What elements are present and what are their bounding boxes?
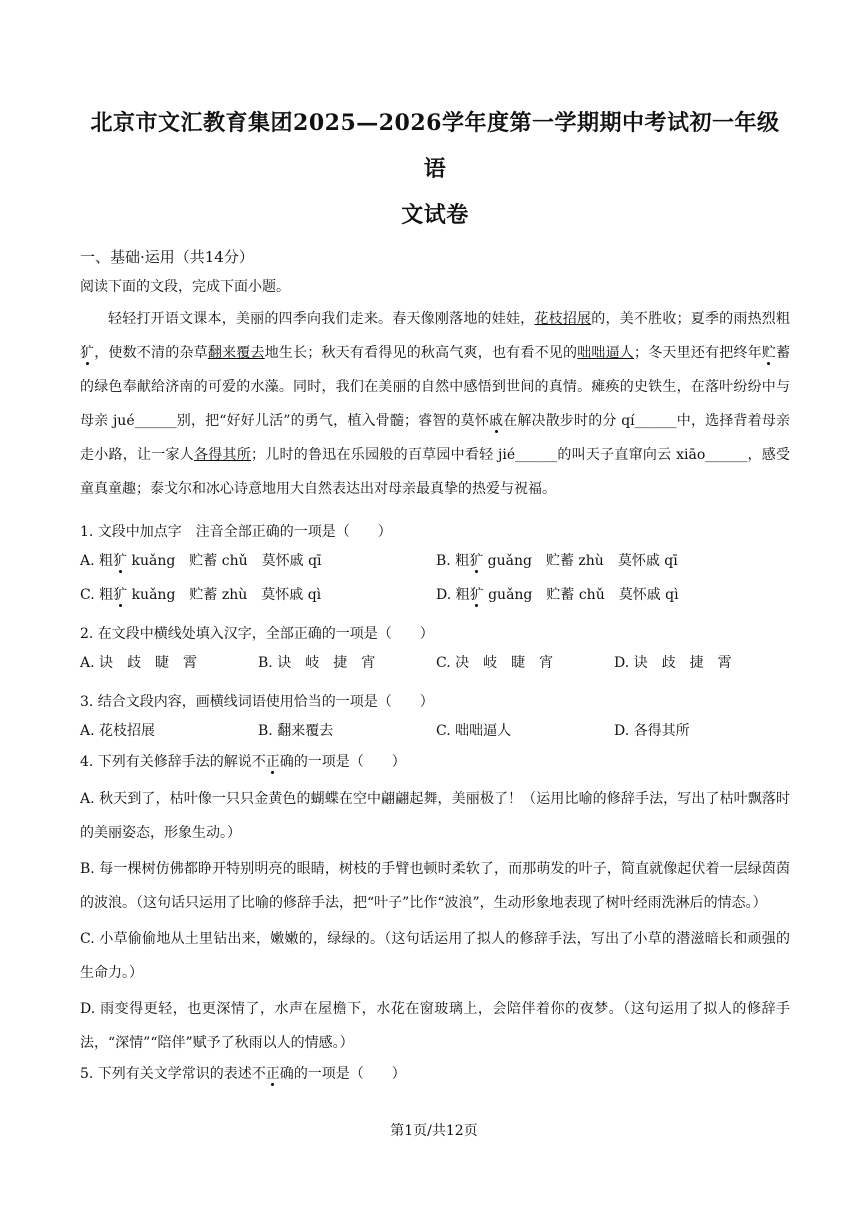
passage-text: ，使数不清的杂草 [94,345,208,361]
reading-instruction: 阅读下面的文段，完成下面小题。 [80,279,290,295]
question-2-option-c[interactable]: C. 决 岐 睫 宵 [436,655,554,671]
passage-text: 轻轻打开语文课本，美丽的四季向我们走来。春天像刚落地的娃娃， [108,311,535,327]
question-4-stem: 4. 下列有关修辞手法的解说不正确的一项是（ ） [80,754,406,770]
question-1-option-b[interactable]: B. 粗犷 guǎng 贮蓄 zhù 莫怀戚 qī [436,553,678,569]
question-3-stem: 3. 结合文段内容，画横线词语使用恰当的一项是（ ） [80,694,434,710]
dotted-char-2: 贮 [761,345,777,361]
question-1-stem: 1. 文段中加点字 注音全部正确的一项是（ ） [80,524,392,540]
passage-text: 蓄的绿色奉献给济南的可爱的水藻。同时，我们在美丽的自然中感悟到世间的真情。瘫痪的史铁生，在落叶纷纷中与母亲 jué______别，把“好好儿活”的勇气，植入骨髓；睿智的莫怀 [80,345,791,429]
question-3-option-b[interactable]: B. 翻来覆去 [258,723,334,739]
dotted-char: 犷 [113,587,128,603]
question-4-option-b[interactable]: B. 每一棵树仿佛都睁开特别明亮的眼睛，树枝的手臂也顿时柔软了，而那萌发的叶子，简直就像起伏着一层绿茵茵的波浪。（这句话只运用了比喻的修辞手法，把“叶子”比作“波浪”，生动形象地表现了树叶经雨洗淋后的情态。） [80,861,790,911]
question-1-option-a[interactable]: A. 粗犷 kuǎng 贮蓄 chǔ 莫怀戚 qī [80,553,322,569]
passage-text: 在解决散步时的分 qí______中，选择背着母亲走小路，让一家人 [80,413,791,463]
question-3-option-a[interactable]: A. 花枝招展 [80,723,156,739]
passage-text: ；儿时的鲁迅在乐园般的百草园中看轻 jié______的叫天子直窜向云 xiāo______，感受童真童趣；泰戈尔和冰心诗意地用大自然表达出对母亲最真挚的热爱与祝福。 [80,447,791,497]
question-2-option-b[interactable]: B. 诀 岐 捷 宵 [258,655,376,671]
exam-title-line2: 文试卷 [401,202,469,228]
reading-passage [80,302,790,506]
dotted-char: 犷 [469,587,484,603]
passage-text: 地生长；秋天有看得见的秋高气爽，也有看不见的 [264,345,578,361]
question-4-option-a[interactable]: A. 秋天到了，枯叶像一只只金黄色的蝴蝶在空中翩翩起舞，美丽极了！（运用比喻的修辞手法，写出了枯叶飘落时的美丽姿态，形象生动。） [80,791,790,841]
question-5-stem: 5. 下列有关文学常识的表述不正确的一项是（ ） [80,1066,406,1082]
question-3-option-c[interactable]: C. 咄咄逼人 [436,723,512,739]
dotted-char-3: 戚 [489,413,504,429]
underlined-phrase-1: 花枝招展 [534,311,592,327]
emphasis-dotted: 不正确 [251,754,294,770]
question-4-option-d[interactable]: D. 雨变得更轻，也更深情了，水声在屋檐下，水花在窗玻璃上，会陪伴着你的夜梦。（这句运用了拟人的修辞手法，“深情”“陪伴”赋予了秋雨以人的情感。） [80,1001,790,1051]
exam-title [80,100,790,238]
dotted-char: 犷 [113,553,128,569]
question-2-option-a[interactable]: A. 诀 歧 睫 霄 [80,655,198,671]
question-2-stem: 2. 在文段中横线处填入汉字，全部正确的一项是（ ） [80,626,434,642]
dotted-char-1: 犷 [80,345,95,361]
underlined-phrase-3: 咄咄逼人 [577,345,635,361]
question-3-options [80,714,790,748]
question-2-option-d[interactable]: D. 诀 歧 捷 霄 [614,655,732,671]
passage-text: 的，美不胜收；夏季的雨热烈粗 [591,311,791,327]
question-1-option-d[interactable]: D. 粗犷 guǎng 贮蓄 chǔ 莫怀戚 qì [436,587,679,603]
exam-title-line1: 北京市文汇教育集团2025—2026学年度第一学期期中考试初一年级语 [90,110,780,182]
passage-text: ；冬天里还有把终年 [634,345,762,361]
section-heading: 一、基础·运用（共14分） [80,248,254,266]
underlined-phrase-2: 翻来覆去 [207,345,265,361]
underlined-phrase-4: 各得其所 [194,447,252,463]
question-1-option-c[interactable]: C. 粗犷 kuǎng 贮蓄 zhù 莫怀戚 qì [80,587,322,603]
dotted-char: 犷 [469,553,484,569]
question-1-options [80,544,790,612]
question-3-option-d[interactable]: D. 各得其所 [614,723,690,739]
question-4-option-c[interactable]: C. 小草偷偷地从土里钻出来，嫩嫩的，绿绿的。（这句话运用了拟人的修辞手法，写出了小草的潜滋暗长和顽强的生命力。） [80,931,790,981]
question-2-options [80,646,790,680]
page-number-footer: 第1页/共12页 [390,1123,478,1139]
emphasis-dotted: 不正确 [251,1066,294,1082]
